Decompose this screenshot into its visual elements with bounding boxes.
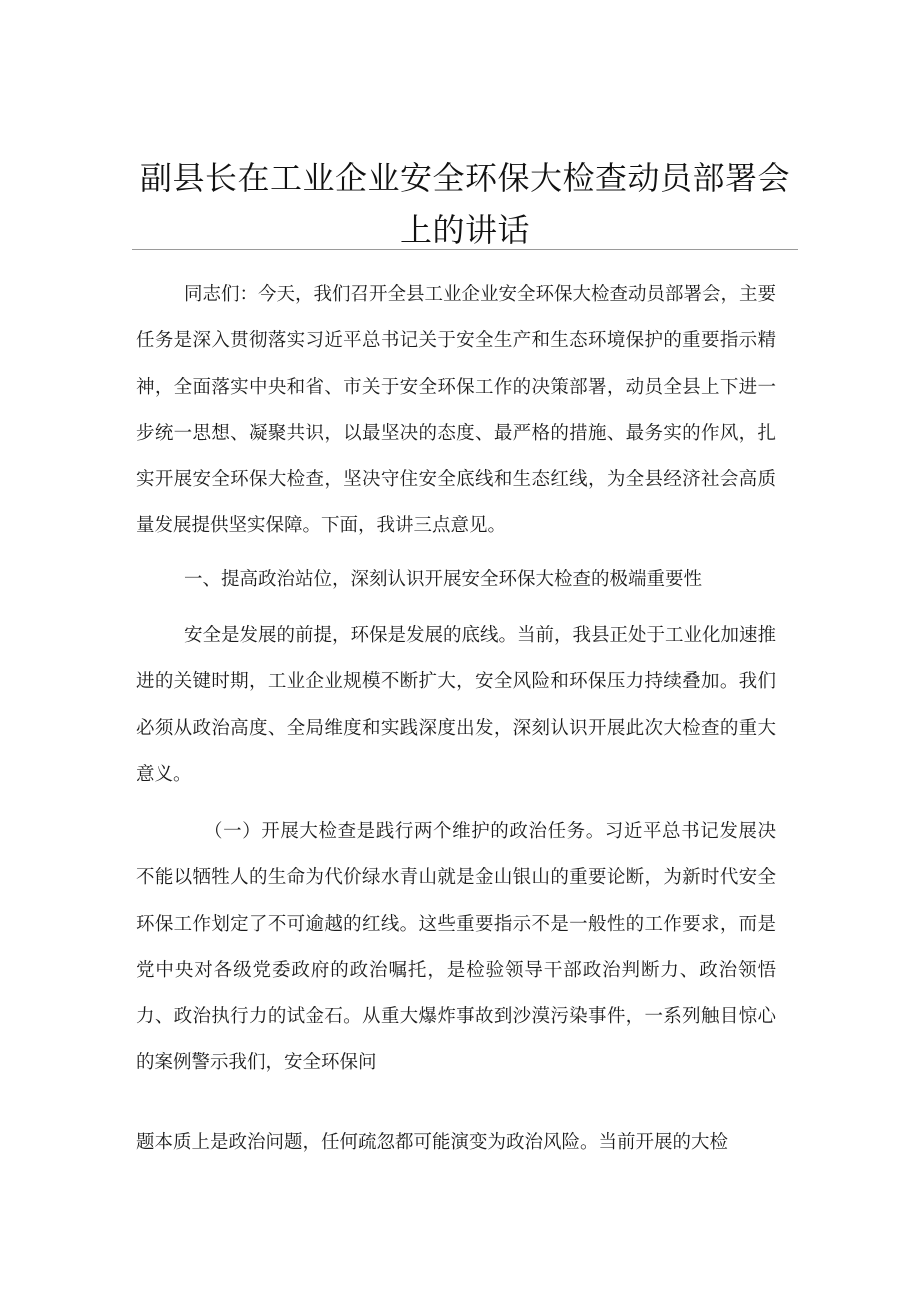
- section-heading-1: 一、提高政治站位，深刻认识开展安全环保大检查的极端重要性: [184, 569, 703, 590]
- opening-paragraph: 同志们：今天，我们召开全县工业企业安全环保大检查动员部署会，主要任务是深入贯彻落实习近平总书记关于安全生产和生态环境保护的重要指示精神，全面落实中央和省、市关于安全环保工作的决策部署，动员全县上下进一步统一思想、凝聚共识，以最坚决的态度、最严格的措施、最务实的作风，扎实开展安全环保大检查，坚决守住安全底线和生态红线，为全县经济社会高质量发展提供坚实保障。下面，我讲三点意见。: [136, 284, 777, 537]
- subsection-1-paragraph: （一）开展大检查是践行两个维护的政治任务。习近平总书记发展决不能以牺牲人的生命为代价绿水青山就是金山银山的重要论断，为新时代安全环保工作划定了不可逾越的红线。这些重要指示不是一般性的工作要求，而是党中央对各级党委政府的政治嘱托，是检验领导干部政治判断力、政治领悟力、政治执行力的试金石。从重大爆炸事故到沙漠污染事件，一系列触目惊心的案例警示我们，安全环保问: [136, 821, 776, 1074]
- continuation-paragraph: 题本质上是政治问题，任何疏忽都可能演变为政治风险。当前开展的大检: [136, 1132, 729, 1153]
- document-title: 副县长在工业企业安全环保大检查动员部署会上的讲话: [139, 159, 790, 249]
- section-1-intro-paragraph: 安全是发展的前提，环保是发展的底线。当前，我县正处于工业化加速推进的关键时期，工业企业规模不断扩大，安全风险和环保压力持续叠加。我们必须从政治高度、全局维度和实践深度出发，深刻认识开展此次大检查的重大意义。: [136, 625, 777, 785]
- title-divider: [132, 249, 798, 250]
